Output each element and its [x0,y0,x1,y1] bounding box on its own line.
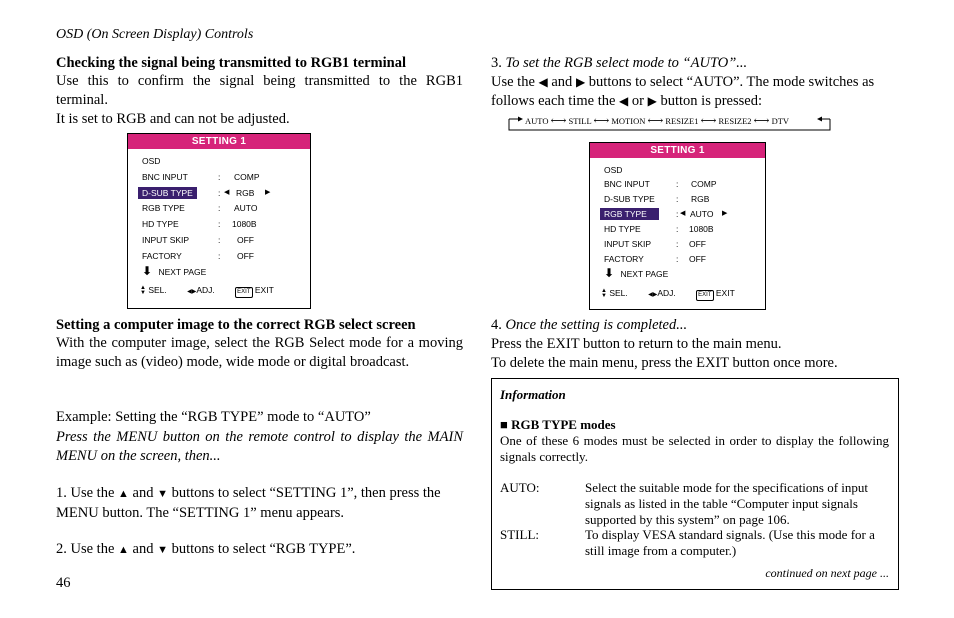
osd-footer [601,288,735,301]
down-arrow-icon: ⬇ [142,264,153,278]
exit-key-icon: EXIT [235,287,252,298]
paragraph-rgb-fixed: It is set to RGB and can not be adjusted. [56,111,290,127]
osd-item-bnc-input [604,178,759,190]
osd-item-next-page [604,267,668,279]
step-text: buttons to select “RGB TYPE”. [167,541,356,557]
osd-item-input-skip [142,234,302,246]
osd-item-value: OFF [237,251,254,261]
text: Use the [491,74,539,90]
osd-item-label-highlighted: D-SUB TYPE [138,187,197,199]
mode-desc-auto: Select the suitable mode for the specifications of input signals as listed in the table “Computer input signals supported by this system” on page 106. [585,480,869,527]
paragraph-example: Example: Setting the “RGB TYPE” mode to “AUTO” [56,409,371,425]
mode-sequence [507,114,833,134]
continued-note: continued on next page ... [765,566,889,580]
bidirectional-arrow-icon: ⟷ [647,115,664,127]
osd-item-factory [604,253,759,265]
heading-rgb1-check: Checking the signal being transmitted to RGB1 terminal [56,55,407,71]
right-triangle-icon: ▶ [575,75,586,89]
mode-list [525,114,789,127]
mode-term-still: STILL: [500,527,539,542]
step-text: 2. Use the [56,541,119,557]
step-1 [56,484,466,523]
osd-item-dsub-type [142,187,302,199]
osd-menu-title: SETTING 1 [590,143,765,158]
osd-item-value: 1080B [232,219,257,229]
step-text: and [128,541,158,557]
paragraph-rgb1-confirm: Use this to confirm the signal being transmitted to the RGB1 terminal. [56,73,463,108]
osd-item-colon: : [676,224,679,234]
osd-item-rgb-type [142,202,302,214]
square-bullet-icon: ■ [500,417,508,432]
osd-item-colon: : [676,179,679,189]
mode-desc-still: To display VESA standard signals. (Use this mode for a still image from a computer.) [585,527,875,558]
osd-footer-sel: SEL. [609,288,628,298]
exit-key-icon: EXIT [696,290,713,301]
down-triangle-icon: ▼ [157,488,168,500]
osd-item-value: RGB [236,188,255,198]
step-3 [491,54,901,73]
osd-item-label-highlighted: RGB TYPE [600,208,659,220]
osd-menu-setting1-left [127,133,311,309]
page-number: 46 [56,575,71,591]
right-triangle-icon: ▶ [647,93,657,108]
osd-item-label: FACTORY [604,254,644,264]
osd-item-next-page [142,265,206,277]
osd-footer-adj: ADJ. [196,285,215,295]
mode-resize1: RESIZE1 [665,116,699,126]
step-title: Once the setting is completed... [505,317,688,333]
osd-item-label: INPUT SKIP [604,239,652,249]
right-triangle-icon: ▶ [722,210,728,217]
mode-dtv: DTV [771,116,790,126]
osd-footer-exit: EXIT [254,285,274,295]
mode-auto: AUTO [525,116,549,126]
step-text: 1. Use the [56,485,119,501]
down-arrow-icon: ⬇ [604,266,615,280]
osd-menu-title: SETTING 1 [128,134,310,149]
step-4 [491,316,901,335]
osd-item-colon: : [218,188,221,198]
information-title: Information [500,387,566,402]
osd-item-hd-type [142,218,302,230]
left-triangle-icon: ◀ [224,189,230,196]
left-right-icon: ◀▶ [187,289,197,295]
osd-item-value: 1080B [689,224,714,234]
osd-item-colon: : [218,235,221,245]
osd-item-label: OSD [142,156,161,166]
osd-item-colon: : [218,219,221,229]
osd-footer [140,285,274,298]
information-intro: One of these 6 modes must be selected in order to display the following signals correctly. [500,433,889,464]
osd-menu-setting1-right [589,142,766,310]
paragraph-exit-return: Press the EXIT button to return to the main menu. [491,336,782,352]
osd-item-osd [142,155,160,167]
left-triangle-icon: ◀ [619,93,629,108]
osd-item-value: OFF [237,235,254,245]
osd-item-label: NEXT PAGE [620,269,669,279]
information-heading [500,417,616,433]
paragraph-exit-delete: To delete the main menu, press the EXIT button once more. [491,355,838,371]
up-triangle-icon: ▲ [118,488,129,500]
bidirectional-arrow-icon: ⟷ [593,115,610,127]
paragraph-instruction: Press the MENU button on the remote control to display the MAIN MENU on the screen, then... [56,429,463,464]
osd-item-label: OSD [604,165,623,175]
step-title: To set the RGB select mode to “AUTO”... [505,55,748,71]
osd-item-value: OFF [689,254,706,264]
osd-item-colon: : [218,203,221,213]
step-number: 4. [491,317,506,333]
osd-item-label: INPUT SKIP [142,235,190,245]
mode-resize2: RESIZE2 [718,116,752,126]
paragraph-select-auto [491,73,901,111]
osd-item-colon: : [676,209,679,219]
text: buttons to select “AUTO”. The mode switches as follows each time the [491,74,875,109]
osd-item-label: HD TYPE [604,224,641,234]
step-number: 3. [491,55,506,71]
osd-item-osd [604,164,622,176]
bidirectional-arrow-icon: ⟷ [550,115,567,127]
mode-term-auto: AUTO: [500,480,540,495]
information-heading-text: RGB TYPE modes [511,417,616,432]
heading-rgb-select: Setting a computer image to the correct RGB select screen [56,317,416,333]
osd-item-bnc-input [142,171,302,183]
mode-still: STILL [568,116,592,126]
left-right-icon: ◀▶ [648,292,658,298]
left-triangle-icon: ◀ [680,210,686,217]
osd-item-label: BNC INPUT [604,179,650,189]
osd-item-label: HD TYPE [142,219,179,229]
osd-item-colon: : [218,251,221,261]
text: button is pressed: [656,92,762,109]
osd-item-colon: : [676,194,679,204]
osd-item-value: COMP [234,172,260,182]
osd-item-label: D-SUB TYPE [604,194,655,204]
osd-item-value: AUTO [234,203,258,213]
osd-item-colon: : [676,239,679,249]
osd-footer-adj: ADJ. [657,288,676,298]
osd-item-input-skip [604,238,759,250]
osd-item-colon: : [676,254,679,264]
up-down-icon: ▲ ▼ [140,284,146,296]
up-down-icon: ▲ ▼ [601,287,607,299]
osd-item-rgb-type [604,208,759,220]
osd-item-label: FACTORY [142,251,182,261]
step-2 [56,540,466,560]
step-text: buttons to select “SETTING 1”, then press the MENU button. The “SETTING 1” menu appears. [56,485,441,521]
osd-item-label: NEXT PAGE [158,267,207,277]
osd-item-label: RGB TYPE [142,203,185,213]
up-triangle-icon: ▲ [118,544,129,556]
osd-footer-exit: EXIT [715,288,735,298]
osd-item-value: COMP [691,179,717,189]
left-triangle-icon: ◀ [538,75,548,89]
information-box [491,378,899,590]
osd-item-value: RGB [691,194,710,204]
osd-item-hd-type [604,223,759,235]
text: and [547,74,576,90]
osd-item-value: AUTO [690,209,714,219]
osd-item-factory [142,250,302,262]
mode-motion: MOTION [611,116,646,126]
bidirectional-arrow-icon: ⟷ [753,115,770,127]
step-text: and [128,485,158,501]
running-header: OSD (On Screen Display) Controls [56,27,254,42]
down-triangle-icon: ▼ [157,544,168,556]
osd-item-label: BNC INPUT [142,172,188,182]
osd-item-value: OFF [689,239,706,249]
text: or [628,92,648,109]
right-triangle-icon: ▶ [265,189,271,196]
osd-footer-sel: SEL. [148,285,167,295]
paragraph-rgb-select: With the computer image, select the RGB Select mode for a moving image such as (video) mode, wide mode or digital broadcast. [56,335,463,370]
bidirectional-arrow-icon: ⟷ [700,115,717,127]
osd-item-colon: : [218,172,221,182]
osd-item-dsub-type [604,193,759,205]
